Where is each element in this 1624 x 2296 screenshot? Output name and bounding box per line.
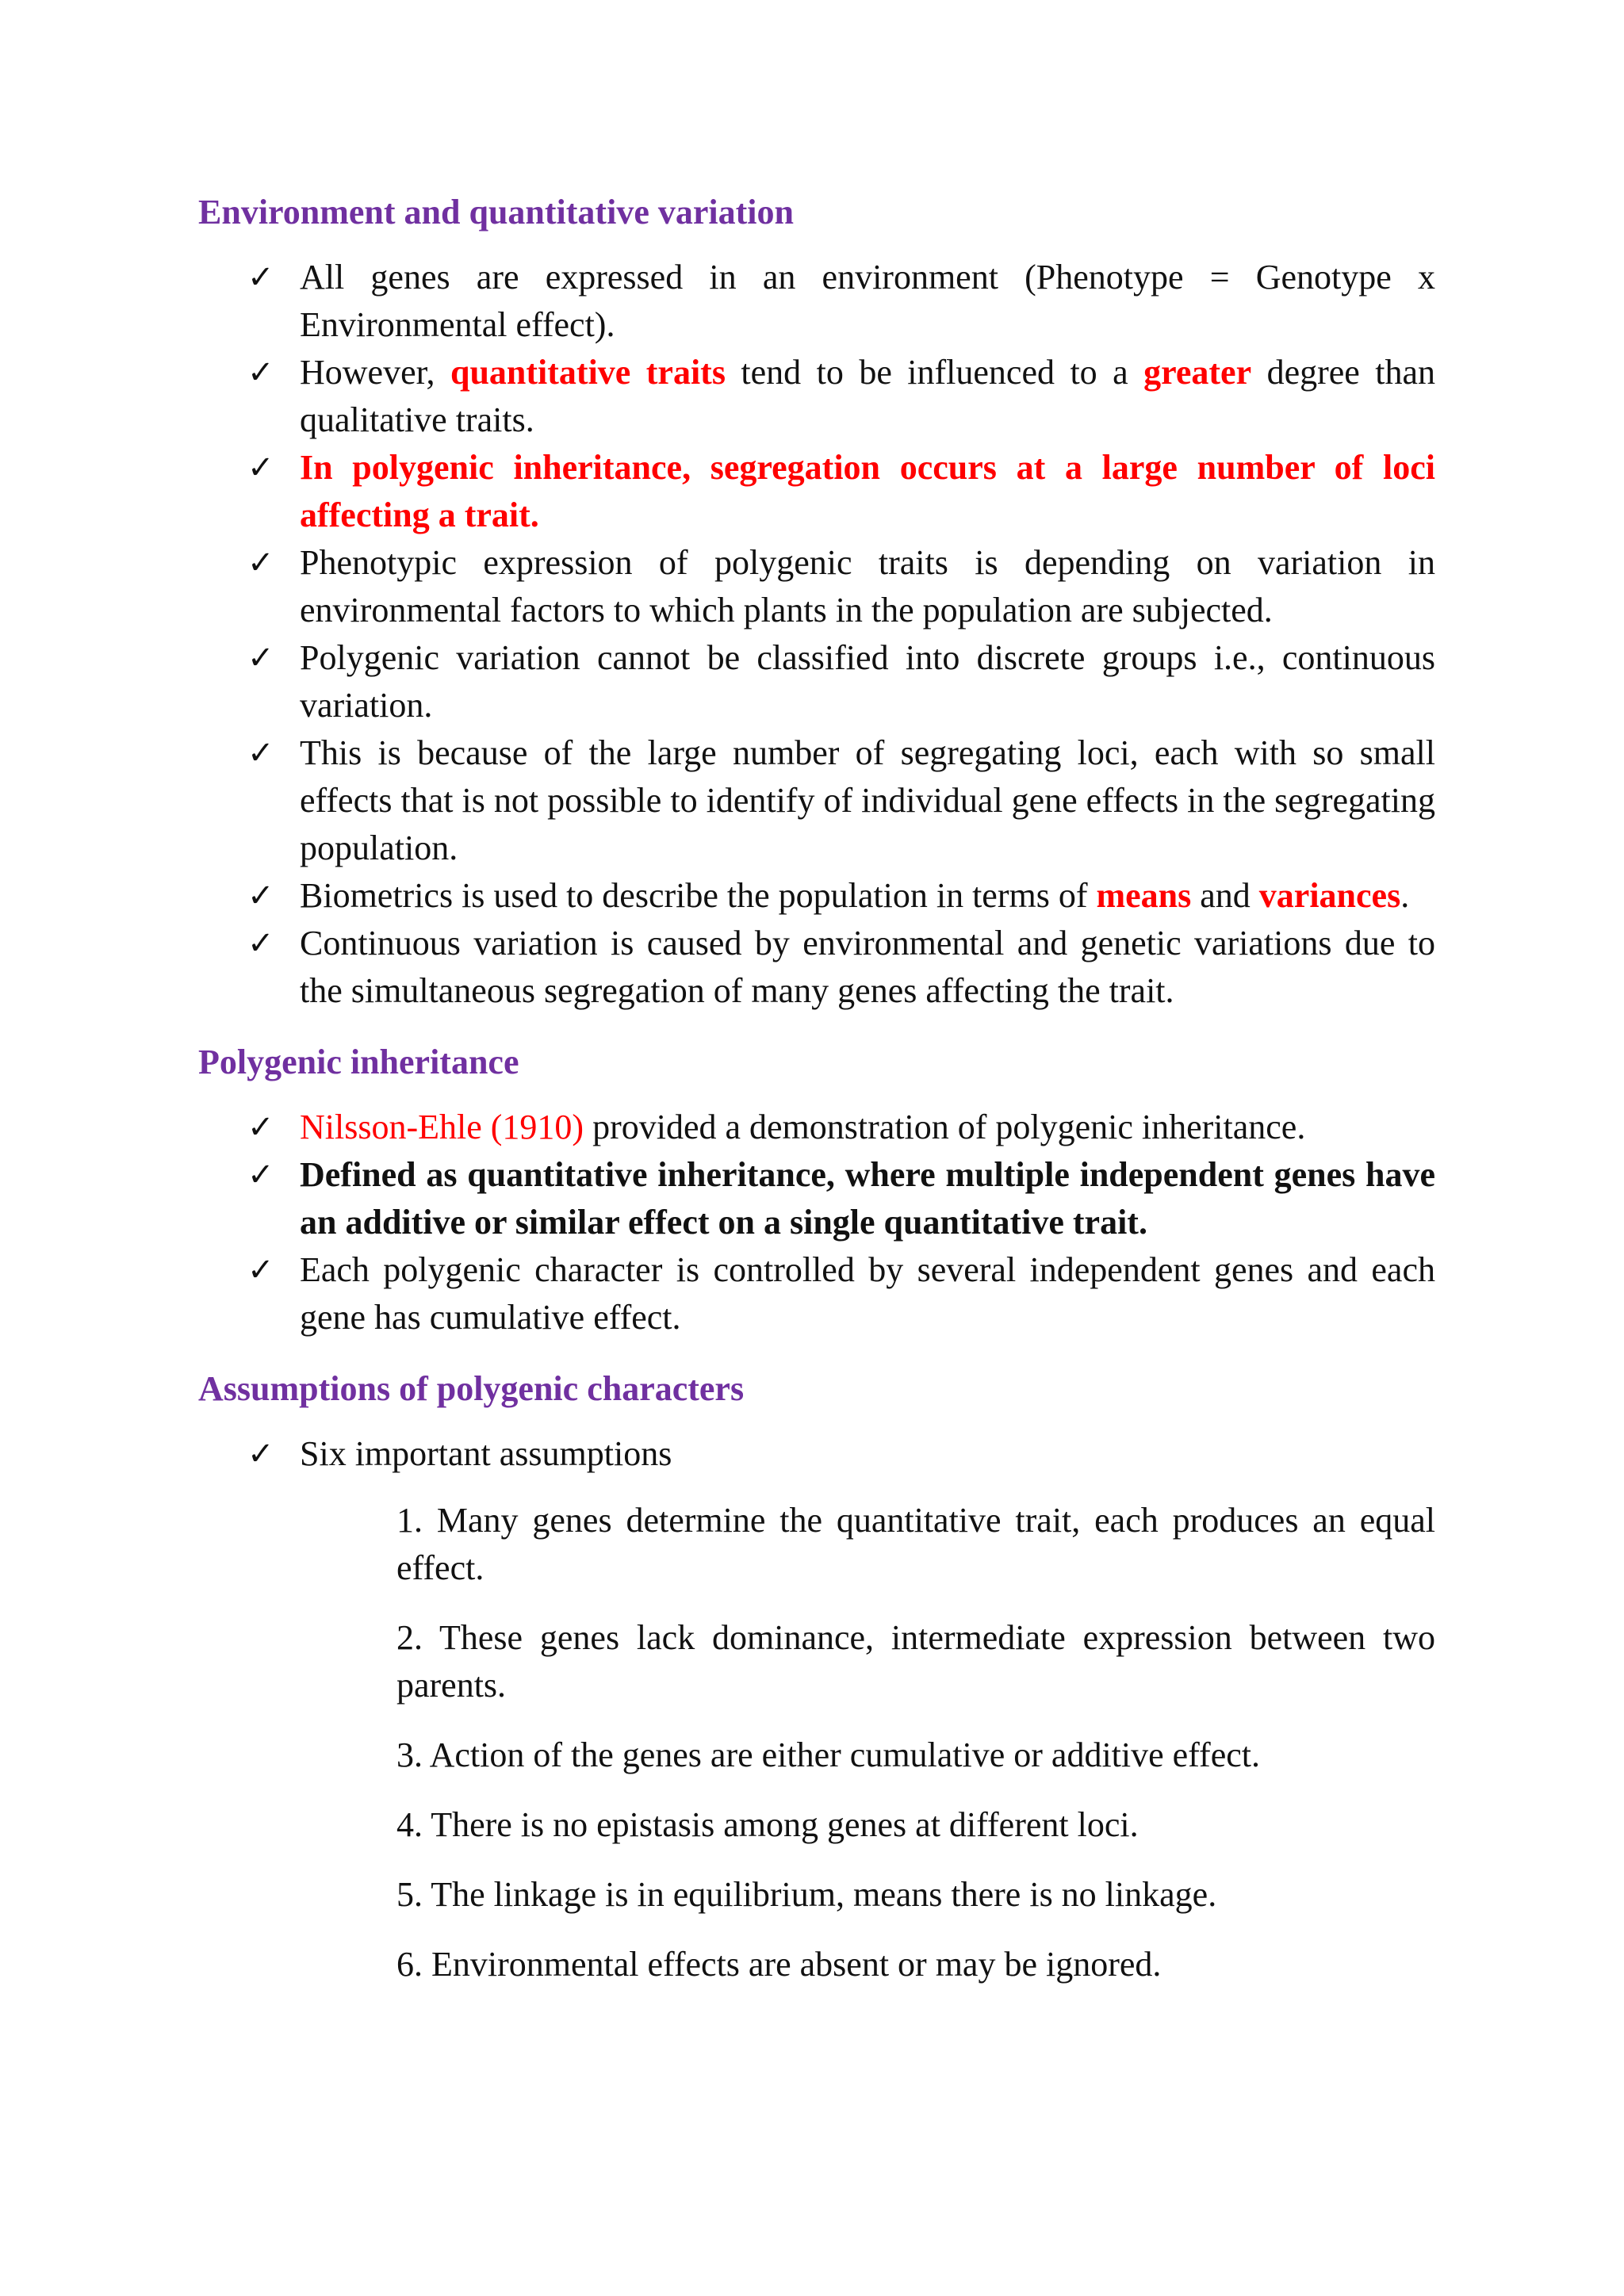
assumption-item: 2. These genes lack dominance, intermediate expression between two parents. [396,1618,1435,1705]
polygenic-list [198,1104,1435,1341]
environment-list [198,254,1435,1015]
emphasis-means: means [1096,876,1192,915]
list-item: ✓ Each polygenic character is controlled by several independent genes and each gene has cumulative effect. [300,1246,1435,1341]
checkmark-icon: ✓ [247,1157,274,1192]
citation-nilsson-ehle: Nilsson-Ehle (1910) [300,1108,584,1146]
checkmark-icon: ✓ [247,1109,274,1145]
checkmark-icon: ✓ [247,640,274,675]
assumption-item: 5. The linkage is in equilibrium, means there is no linkage. [396,1875,1217,1914]
assumption-item: 4. There is no epistasis among genes at different loci. [396,1805,1139,1844]
checkmark-icon: ✓ [247,1252,274,1288]
checkmark-icon: ✓ [247,878,274,913]
list-item: ✓ Six important assumptions [300,1430,1435,1478]
emphasis-greater: greater [1143,353,1252,392]
document-content [198,189,1435,2011]
list-item: ✓ This is because of the large number of segregating loci, each with so small effects that is not possible to identify of individual gene effects in the segregating population. [300,729,1435,872]
assumption-item: 1. Many genes determine the quantitative trait, each produces an equal effect. [396,1501,1435,1587]
checkmark-icon: ✓ [247,545,274,580]
assumptions-list [198,1497,1435,1988]
emphasis-polygenic-segregation: In polygenic inheritance, segregation occurs at a large number of loci affecting a trait. [300,448,1435,534]
emphasis-quantitative-traits: quantitative traits [450,353,726,392]
checkmark-icon: ✓ [247,1436,274,1471]
list-item: ✓ However, quantitative traits tend to be influenced to a greater degree than qualitative traits. [300,349,1435,444]
checkmark-icon: ✓ [247,259,274,295]
list-item: ✓ Continuous variation is caused by environmental and genetic variations due to the simultaneous segregation of many genes affecting the trait. [300,920,1435,1015]
list-item: ✓ Phenotypic expression of polygenic traits is depending on variation in environmental factors to which plants in the population are subjected. [300,539,1435,634]
list-item [247,444,1435,539]
assumptions-intro-list [198,1430,1435,1478]
assumption-item: 6. Environmental effects are absent or may be ignored. [396,1945,1162,1984]
assumption-item: 3. Action of the genes are either cumulative or additive effect. [396,1735,1260,1774]
definition-text: Defined as quantitative inheritance, where multiple independent genes have an additive or similar effect on a single quantitative trait. [300,1155,1435,1242]
emphasis-variances: variances [1258,876,1401,915]
list-item: ✓ All genes are expressed in an environment (Phenotype = Genotype x Environmental effect). [300,254,1435,349]
checkmark-icon: ✓ [247,450,274,485]
list-item: ✓ Nilsson-Ehle (1910) provided a demonstration of polygenic inheritance. [300,1104,1435,1151]
list-item: ✓ Polygenic variation cannot be classified into discrete groups i.e., continuous variation. [300,634,1435,729]
checkmark-icon: ✓ [247,925,274,961]
list-item: ✓ Biometrics is used to describe the population in terms of means and variances. [300,872,1435,920]
section-heading-polygenic: Polygenic inheritance [198,1043,519,1081]
checkmark-icon: ✓ [247,735,274,771]
section-heading-environment: Environment and quantitative variation [198,193,794,232]
checkmark-icon: ✓ [247,354,274,390]
section-heading-assumptions: Assumptions of polygenic characters [198,1369,745,1408]
list-item [247,1151,1435,1246]
